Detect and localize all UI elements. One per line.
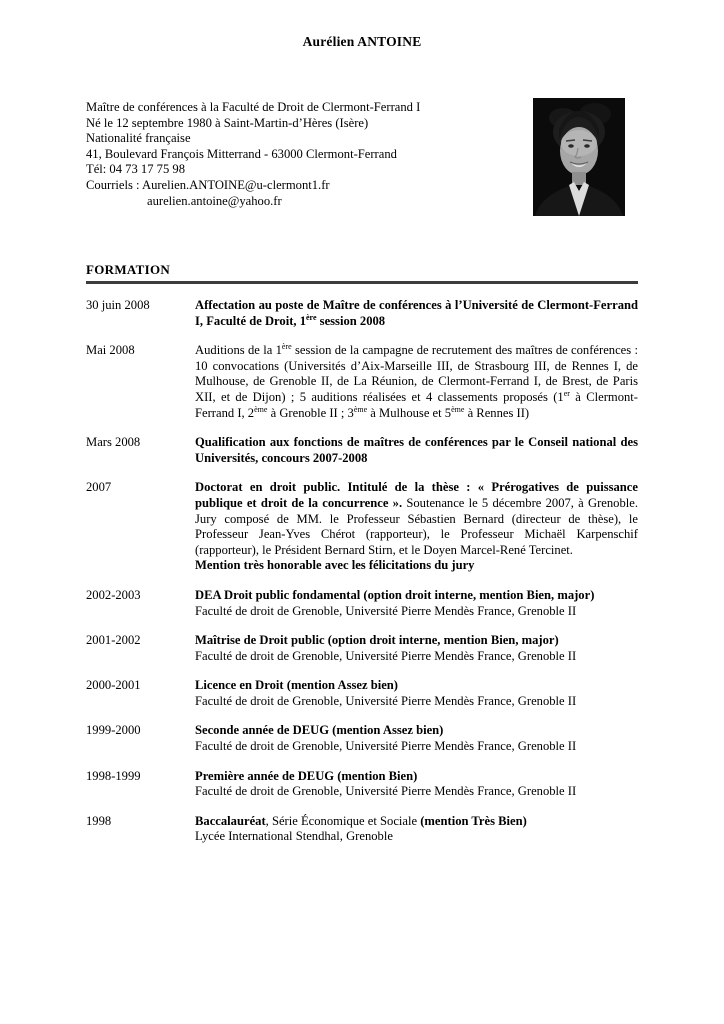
entry-date: 2001-2002: [86, 633, 141, 648]
contact-line: Tél: 04 73 17 75 98: [86, 162, 185, 177]
entry-paragraph: Licence en Droit (mention Assez bien): [195, 678, 398, 693]
entry-paragraph: Qualification aux fonctions de maîtres de conférences par le Conseil national des Universités, concours 2007-2008: [195, 435, 638, 465]
formation-entry: [86, 435, 638, 466]
entry-date: 2002-2003: [86, 587, 141, 602]
entry-date: 1998-1999: [86, 768, 141, 783]
formation-entry: [86, 769, 638, 800]
entry-paragraph: Faculté de droit de Grenoble, Université Pierre Mendès France, Grenoble II: [195, 648, 577, 663]
contact-line: 41, Boulevard François Mitterrand - 63000 Clermont-Ferrand: [86, 146, 397, 161]
entry-paragraph: Faculté de droit de Grenoble, Université Pierre Mendès France, Grenoble II: [195, 693, 577, 708]
entry-content: [195, 480, 638, 574]
entry-content: [195, 769, 638, 800]
formation-section: [86, 262, 638, 284]
entry-paragraph: Maîtrise de Droit public (option droit interne, mention Bien, major): [195, 633, 559, 648]
page-title: Aurélien ANTOINE: [302, 34, 422, 49]
entry-content: [195, 435, 638, 466]
formation-entries: [86, 298, 638, 845]
section-rule: [86, 281, 638, 284]
entry-paragraph: Doctorat en droit public. Intitulé de la thèse : « Prérogatives de puissance publique et droit de la concurrence ». Soutenance le 5 décembre 2007, à Grenoble. Jury composé de MM. le Professeur Sébastien Bernard (directeur de thèse), le Professeur Jean-Yves Chérot (rapporteur), le Professeur Michaël Karpenschif (rapporteur), le Président Bernard Stirn, et le Doyen Marcel-René Tercinet.: [195, 480, 638, 557]
entry-paragraph: Faculté de droit de Grenoble, Université Pierre Mendès France, Grenoble II: [195, 784, 577, 799]
formation-entry: [86, 588, 638, 619]
formation-entry: [86, 723, 638, 754]
entry-content: [195, 588, 638, 619]
entry-date: 1999-2000: [86, 723, 141, 738]
entry-paragraph: Faculté de droit de Grenoble, Université Pierre Mendès France, Grenoble II: [195, 603, 577, 618]
entry-content: [195, 633, 638, 664]
entry-paragraph: Auditions de la 1ère session de la campagne de recrutement des maîtres de conférences : 10 convocations (Universités d’Aix-Marseille III, de Strasbourg III, de Rennes I, de Mulhouse, de Grenoble II, de La Réunion, de Clermont-Ferrand I, de Brest, de Paris XII, et de Dijon) ; 5 auditions réalisées et 4 classements proposés (1er à Clermont-Ferrand I, 2ème à Grenoble II ; 3ème à Mulhouse et 5ème à Rennes II): [195, 342, 638, 420]
entry-date: 2000-2001: [86, 678, 141, 693]
contact-line: aurelien.antoine@yahoo.fr: [147, 193, 282, 208]
formation-entry: [86, 814, 638, 845]
entry-paragraph: Faculté de droit de Grenoble, Université Pierre Mendès France, Grenoble II: [195, 739, 577, 754]
formation-entry: [86, 678, 638, 709]
entry-paragraph: Affectation au poste de Maître de conférences à l’Université de Clermont-Ferrand I, Faculté de Droit, 1ère session 2008: [195, 298, 638, 328]
portrait-photo-drawing: [533, 98, 625, 216]
formation-entry: [86, 298, 638, 329]
formation-heading: FORMATION: [86, 262, 171, 277]
entry-date: Mai 2008: [86, 343, 135, 358]
entry-paragraph: Lycée International Stendhal, Grenoble: [195, 829, 393, 844]
contact-line: Nationalité française: [86, 131, 191, 146]
entry-content: [195, 814, 638, 845]
contact-line: Né le 12 septembre 1980 à Saint-Martin-d’Hères (Isère): [86, 115, 369, 130]
entry-content: [195, 343, 638, 421]
entry-content: [195, 723, 638, 754]
portrait-photo: [533, 98, 625, 216]
entry-paragraph: Mention très honorable avec les félicitations du jury: [195, 558, 475, 573]
formation-entry: [86, 480, 638, 574]
formation-entry: [86, 343, 638, 421]
entry-content: [195, 298, 638, 329]
entry-paragraph: Baccalauréat, Série Économique et Sociale (mention Très Bien): [195, 813, 527, 828]
header-block: [86, 100, 638, 222]
entry-paragraph: Première année de DEUG (mention Bien): [195, 768, 418, 783]
contact-line: Courriels : Aurelien.ANTOINE@u-clermont1.fr: [86, 177, 330, 192]
entry-paragraph: Seconde année de DEUG (mention Assez bien): [195, 723, 444, 738]
entry-date: Mars 2008: [86, 435, 141, 450]
contact-line: Maître de conférences à la Faculté de Droit de Clermont-Ferrand I: [86, 100, 421, 114]
entry-date: 30 juin 2008: [86, 298, 150, 312]
formation-entry: [86, 633, 638, 664]
entry-date: 2007: [86, 480, 112, 495]
entry-paragraph: DEA Droit public fondamental (option droit interne, mention Bien, major): [195, 587, 595, 602]
entry-date: 1998: [86, 813, 112, 828]
entry-content: [195, 678, 638, 709]
